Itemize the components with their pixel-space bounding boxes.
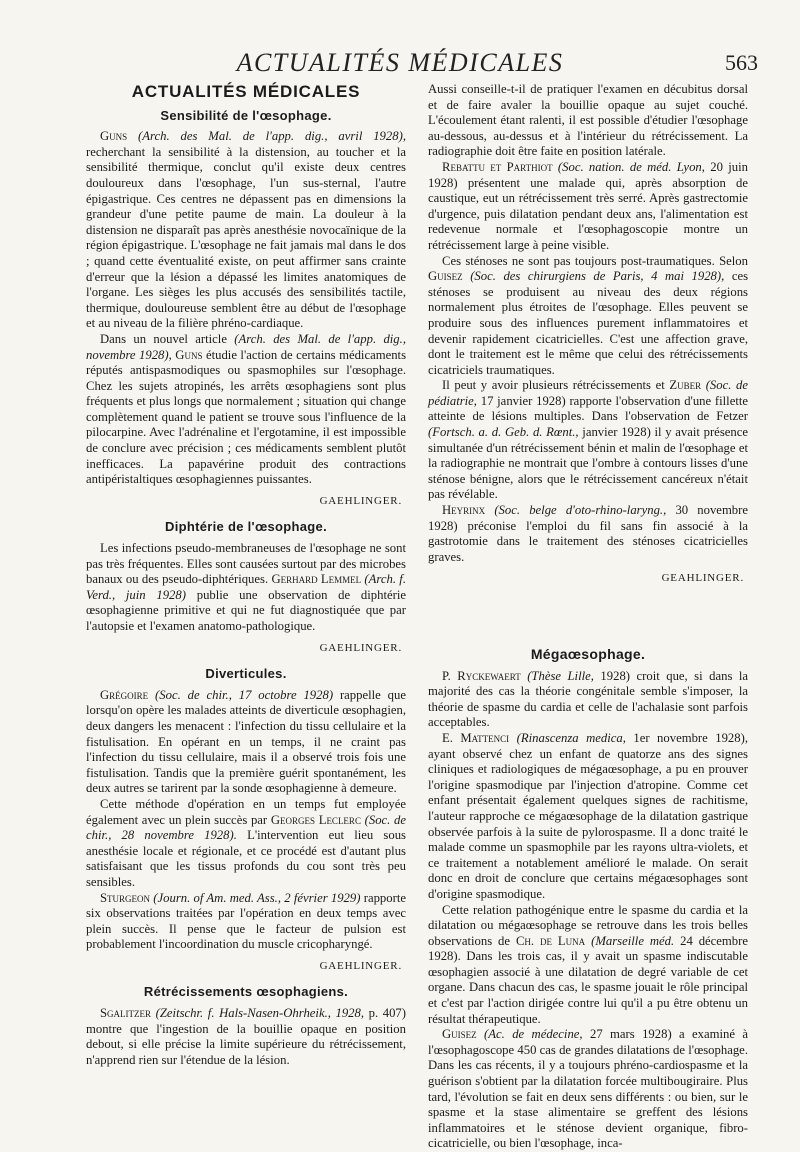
reference: (Rinascenza medica,	[516, 730, 626, 745]
paragraph	[86, 129, 406, 332]
paragraph-body: ces sténoses se produisent au niveau des deux régions normalement plus étroites de l'œsophage. Elles peuvent se produire sous des influences purement inflammatoires et devenir rapidement cicatricielles. C'est une affection grave, dont le traitement est le même que celui des rétrécissements cicatriciels traumatiques.	[428, 269, 749, 377]
paragraph-body: publie une observation de diphtérie œsophagienne primitive et qui ne fut diagnostiquée que par l'autopsie et l'examen anatomo-pathologique.	[86, 587, 407, 633]
reference: (Marseille méd.	[591, 933, 675, 948]
paragraph-body: 24 décembre 1928). Dans les trois cas, il y avait un spasme indiscutable œsophagien associé à une dilatation de degré variable de cet organe. Dans chacun des cas, le spasme jouait le rôle principal et c'est par l'action dirigée contre lui qu'il a pu être obtenu un résultat thérapeutique.	[428, 933, 749, 1026]
reference: (Arch. f. Verd., juin 1928)	[86, 572, 406, 602]
signature: GEAHLINGER.	[661, 572, 744, 585]
paragraph	[86, 332, 406, 488]
paragraph-lead: Cette méthode d'opération en un temps fut employée également avec un plein succès par	[86, 796, 406, 827]
paragraph	[428, 903, 748, 1028]
running-head	[0, 48, 800, 82]
paragraph	[428, 1027, 748, 1152]
signature: GAEHLINGER.	[319, 494, 402, 507]
reference: (Ac. de médecine,	[484, 1027, 583, 1042]
author: P. Ryckewaert	[442, 668, 521, 683]
signature: GAEHLINGER.	[319, 959, 402, 972]
paragraph-body: rappelle que lorsqu'on opère les malades atteints de diverticule œsophagien, deux dangers les menacent : l'infection du tissu cellulaire et la fistulisation. En opérant en un temps, il ne craint pas l'infection du tissu cellulaire, mais il a observé trois fois une fistulisation. Tandis que la première guérit spontanément, les deux autres se tarirent par la sonde œsophagienne à demeure.	[86, 687, 406, 796]
author: Guisez	[428, 269, 463, 284]
paragraph	[428, 160, 748, 254]
section-title-diphterie: Diphtérie de l'œsophage.	[165, 519, 327, 535]
paragraph	[86, 1006, 406, 1068]
paragraph	[428, 731, 748, 903]
paragraph-body: 17 janvier 1928) rapporte l'observation d'une fillette atteinte de lésions multiples. Dans l'observation de Fetzer	[428, 393, 749, 424]
reference: (Soc. des chirurgiens de Paris, 4 mai 1928),	[470, 269, 725, 284]
paragraph-body: recherchant la sensibilité à la distension, au toucher et la sensibilité thermique, conclut qu'il existe deux centres douloureux dans l'œsophage, l'un sus-sternal, l'autre épigastrique. Ces centres ne dépassent pas en dimensions la grandeur d'une petite paume de main. La douleur à la distension ne disparaît pas après anesthésie novocaïnique de la région épigastrique. L'œsophage ne fait jamais mal dans le dos ; quand cette éventualité existe, on peut affirmer sans crainte d'erreur que la lésion a dépassé les limites anatomiques de l'organe. Les sièges les plus accusés des sensibilités tactile, thermique, douloureuse semblent être au début de l'œsophage et au niveau de la filière phréno-cardiaque.	[86, 144, 406, 331]
reference: (Soc. nation. de méd. Lyon,	[557, 159, 705, 174]
author: Gerhard Lemmel	[271, 572, 362, 587]
main-title: ACTUALITÉS MÉDICALES	[131, 82, 361, 101]
author: E. Mattenci	[442, 730, 510, 745]
paragraph-lead: Il peut y avoir plusieurs rétrécissements et	[442, 378, 665, 393]
running-title: ACTUALITÉS MÉDICALES	[236, 48, 564, 77]
reference: (Soc. de chir., 28 novembre 1928).	[86, 812, 407, 843]
paragraph	[428, 669, 748, 731]
section-title-retrecissements: Rétrécissements œsophagiens.	[143, 984, 349, 1000]
reference: (Soc. belge d'oto-rhino-laryng.,	[494, 503, 667, 518]
paragraph-body: 1er novembre 1928), ayant observé chez un enfant de quatorze ans des signes cliniques et radiologiques de mégaœsophage, a pu en prouver l'origine spasmodique par l'injection d'atropine. Comme cet enfant présentait également quelques signes de rachitisme, l'auteur rapproche ce mégaœsophage de la dilatation gastrique observée parfois à la suite de pylorospasme. Il a donc traité le malade comme un spasmophile par les rayons ultra-violets, et ce traitement a notablement amélioré le malade. On serait donc en droit de conclure que certains mégaœsophages sont d'origine spasmodique.	[428, 730, 748, 901]
author: Heyrinx	[442, 503, 486, 518]
section-title-megaoesophage: Mégaœsophage.	[530, 646, 646, 662]
paragraph-lead: Cette relation pathogénique entre le spasme du cardia et la dilatation ou mégaœsophage se retrouve dans les trois belles observations de	[428, 902, 748, 948]
reference: (Thèse Lille,	[527, 668, 594, 683]
paragraph-lead: Ces sténoses ne sont pas toujours post-traumatiques. Selon	[442, 253, 748, 268]
author: Sgalitzer	[100, 1006, 152, 1021]
paragraph	[86, 797, 406, 891]
author: Guns	[100, 129, 128, 144]
paragraph	[428, 503, 748, 565]
page-number: 563	[725, 50, 758, 75]
paragraph-body: 27 mars 1928) a examiné à l'œsophagoscope 450 cas de grandes dilatations de l'œsophage. Dans les cas récents, il y a toujours phréno-cardiospasme et la guérison s'obtient par la dilatation forcée multibougiraire. Plus tard, l'évolution se fait en deux sens différents : ou bien, sur le spasme et la stase alimentaire se greffent des lésions inflammatoires et le sténose devient organique, fibro-cicatricielle, ou bien l'œsophage, inca-	[428, 1027, 749, 1151]
section-gap	[428, 597, 748, 639]
author: Sturgeon	[100, 890, 151, 905]
left-column	[86, 84, 406, 1136]
author: Grégoire	[100, 687, 149, 702]
paragraph-body: janvier 1928) il y avait présence simultanée d'un rétrécissement bénin et malin de l'œsophage et la radiographie ne montrait que l'ombre à contours lisses d'une sténose bénigne, alors que le rétrécissement cancéreux n'était pas révélable.	[428, 425, 748, 502]
paragraph-body: 30 novembre 1928) préconise l'emploi du fil sans fin associé à la gastrotomie dans le traitement des sténoses cicatricielles graves.	[428, 503, 749, 564]
paragraph-body: rapporte six observations traitées par l'opération en deux temps avec plein succès. Il pense que le facteur de pulsion est probablement l'incoordination du muscle cricopharyngé.	[86, 890, 406, 952]
paragraph-body: étudie l'action de certains médicaments réputés antispasmodiques ou spasmophiles sur l'œsophage. Chez les sujets atropinés, les arrêts œsophagiens sont plus fréquents et plus longs que normalement ; situation qui change complètement quand le patient se trouve sous l'influence de la pilocarpine. Avec l'adrénaline et l'ergotamine, il est impossible de conclure avec précision ; ces médicaments semblent plutôt inefficaces. La papavérine produit des contractions antipéristaltiques œsophagiennes puissantes.	[86, 347, 407, 487]
author: Zuber	[669, 378, 702, 393]
right-column	[428, 82, 749, 1151]
section-title-sensibilite: Sensibilité de l'œsophage.	[160, 107, 332, 123]
reference: (Arch. des Mal. de l'app. dig., avril 1928),	[138, 129, 406, 144]
author: Guisez	[442, 1027, 477, 1042]
paragraph-body: 20 juin 1928) présentent une malade qui, après absorption de caustique, eut un rétrécissement très serré. Après gastrectomie d'urgence, puis dilatation pendant deux ans, l'alimentation est redevenue normale et l'œsophagoscopie montre un rétrécissement large à peine visible.	[428, 159, 748, 252]
author: Georges Leclerc	[270, 812, 361, 827]
reference: (Arch. des Mal. de l'app. dig., novembre 1928),	[86, 331, 406, 362]
paragraph	[86, 688, 406, 797]
reference: (Journ. of Am. med. Ass., 2 février 1929)	[153, 890, 361, 905]
signature: GAEHLINGER.	[319, 641, 402, 654]
section-title-diverticules: Diverticules.	[205, 666, 287, 682]
paragraph-lead: Les infections pseudo-membraneuses de l'œsophage ne sont pas très fréquentes. Elles sont causées surtout par des microbes banaux ou des pseudo-diphtériques.	[86, 541, 406, 587]
paragraph	[86, 891, 406, 953]
paragraph-lead: Dans un nouvel article	[100, 331, 227, 346]
reference: (Soc. de pédiatrie,	[428, 378, 748, 408]
paragraph	[428, 254, 748, 379]
reference: (Zeitschr. f. Hals-Nasen-Ohrheik., 1928,	[155, 1006, 365, 1021]
author: Rebattu et Parthiot	[442, 159, 553, 174]
paragraph-body: p. 407) montre que l'ingestion de la bouillie opaque en position debout, si elle précise la limite supérieure du rétrécissement, n'apprend rien sur l'étendue de la lésion.	[86, 1006, 406, 1067]
paragraph: Aussi conseille-t-il de pratiquer l'examen en décubitus dorsal et de faire avaler la bouillie opaque au sujet couché. L'écoulement étant ralenti, il est possible d'étudier l'œsophage au-dessous, au-dessus et à l'intérieur du rétrécissement. La radiographie doit être faite en position latérale.	[428, 82, 748, 159]
author: Ch. de Luna	[515, 933, 586, 948]
paragraph-body: L'intervention eut lieu sous anesthésie locale et régionale, et ce procédé est d'autant plus satisfaisant que les tissus profonds du cou sont très peu sensibles.	[86, 828, 406, 889]
paragraph-body: 1928) croit que, si dans la majorité des cas la théorie congénitale semble s'imposer, la théorie de spasme du cardia et celle de l'achalasie sont parfois acceptables.	[428, 668, 749, 730]
paragraph	[428, 378, 748, 503]
reference: (Soc. de chir., 17 octobre 1928)	[155, 687, 334, 702]
author: Guns	[175, 347, 203, 362]
paragraph	[86, 541, 406, 635]
reference: (Fortsch. a. d. Geb. d. Rœnt.,	[428, 425, 579, 440]
